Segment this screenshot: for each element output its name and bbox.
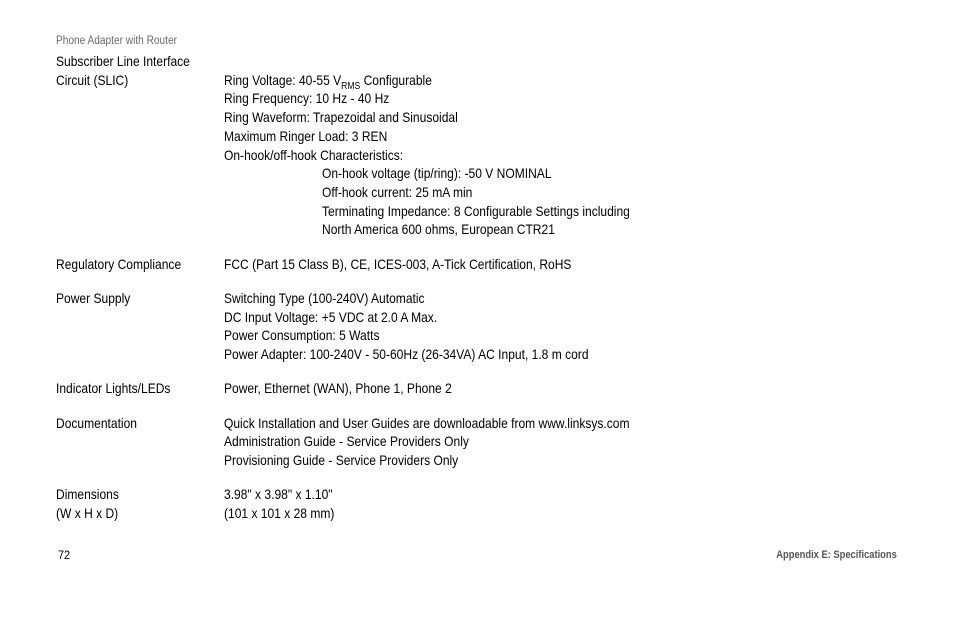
dimensions-label-line2: (W x H x D) [56,505,119,521]
max-ringer-load-line: Maximum Ringer Load: 3 REN [224,128,388,144]
documentation-line-2: Administration Guide - Service Providers Only [224,433,469,449]
power-line-4: Power Adapter: 100-240V - 50-60Hz (26-34VA) AC Input, 1.8 m cord [224,346,589,362]
ring-voltage-suffix: Configurable [360,72,432,88]
ring-voltage-subscript: RMS [341,81,361,92]
indicators-label: Indicator Lights/LEDs [56,380,171,396]
documentation-line-3: Provisioning Guide - Service Providers Only [224,452,459,468]
power-line-1: Switching Type (100-240V) Automatic [224,290,425,306]
indicators-value: Power, Ethernet (WAN), Phone 1, Phone 2 [224,380,452,396]
ring-waveform-line: Ring Waveform: Trapezoidal and Sinusoidal [224,109,458,125]
ring-frequency-line: Ring Frequency: 10 Hz - 40 Hz [224,90,390,106]
power-supply-label: Power Supply [56,290,131,306]
power-line-3: Power Consumption: 5 Watts [224,327,380,343]
regulatory-label: Regulatory Compliance [56,256,182,272]
onhook-voltage-line: On-hook voltage (tip/ring): -50 V NOMINAL [322,165,552,181]
hook-characteristics-heading: On-hook/off-hook Characteristics: [224,147,404,163]
ring-voltage-line [224,71,432,92]
slic-label-line2: Circuit (SLIC) [56,72,129,88]
dimensions-value-line2: (101 x 101 x 28 mm) [224,505,335,521]
documentation-label: Documentation [56,415,137,431]
documentation-line-1: Quick Installation and User Guides are downloadable from www.linksys.com [224,415,630,431]
ring-voltage-prefix: Ring Voltage: 40-55 V [224,72,342,88]
regulatory-value: FCC (Part 15 Class B), CE, ICES-003, A-Tick Certification, RoHS [224,256,572,272]
impedance-line2: North America 600 ohms, European CTR21 [322,221,555,237]
impedance-line1: Terminating Impedance: 8 Configurable Settings including [322,203,630,219]
page-number: 72 [58,548,71,562]
offhook-current-line: Off-hook current: 25 mA min [322,184,473,200]
running-header: Phone Adapter with Router [56,35,177,47]
slic-label-line1: Subscriber Line Interface [56,53,190,69]
power-line-2: DC Input Voltage: +5 VDC at 2.0 A Max. [224,309,438,325]
footer-section-title: Appendix E: Specifications [776,549,897,561]
dimensions-value-line1: 3.98" x 3.98" x 1.10" [224,486,333,502]
dimensions-label-line1: Dimensions [56,486,119,502]
